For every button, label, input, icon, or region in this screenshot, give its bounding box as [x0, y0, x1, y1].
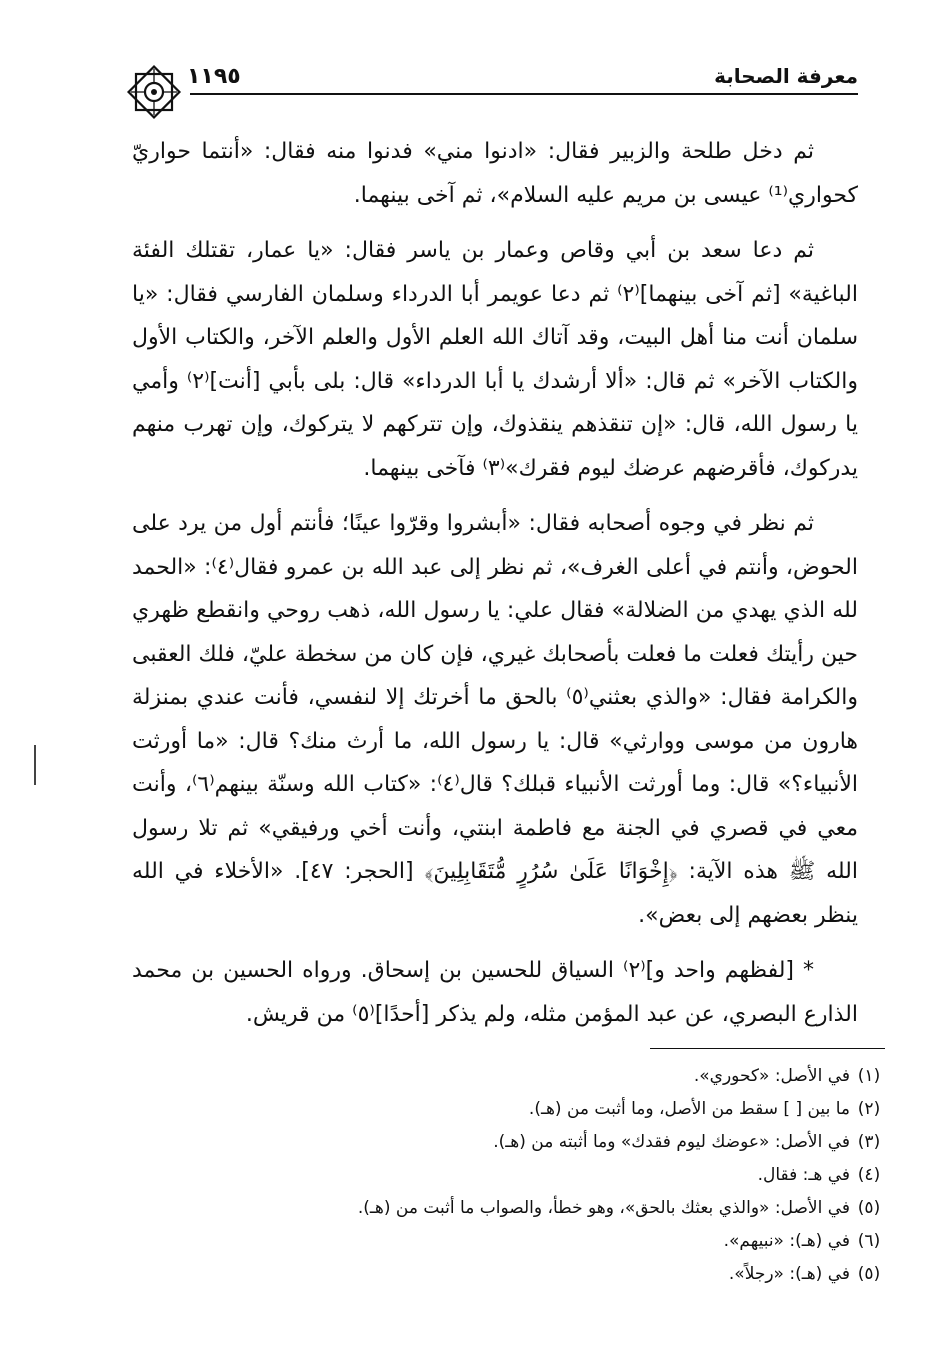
footnote-number: (١) [857, 1066, 881, 1086]
running-title: معرفة الصحابة [714, 64, 858, 88]
footnote [132, 1060, 888, 1093]
page-number: ١١٩٥ [187, 64, 241, 89]
paragraph: ثم دعا سعد بن أبي وقاص وعمار بن ياسر فقال: «يا عمار، تقتلك الفئة الباغية» [ثم آخى بينهما]⁽٢⁾ ثم دعا عويمر أبا الدرداء وسلمان الفارسي فقال: «يا سلمان أنت منا أهل البيت، وقد آتاك الله العلم الأول والعلم الآخر، والكتاب الأول والكتاب الآخر» ثم قال: «ألا أرشدك يا أبا الدرداء» قال: بلى بأبي [أنت]⁽٢⁾ وأمي يا رسول الله، قال: «إن تنقذهم ينقذوك، وإن تتركهم لا يتركوك، وإن تهرب منهم يدركوك، فأقرضهم عرضك ليوم فقرك»⁽٣⁾ فآخى بينهما. [132, 238, 858, 481]
header-rule [190, 93, 858, 95]
footnote-text: في الأصل: «كحوري». [693, 1066, 850, 1086]
footnote-number: (٦) [857, 1231, 881, 1251]
footnote [132, 1126, 888, 1159]
footnote [132, 1258, 888, 1291]
footnote [132, 1225, 888, 1258]
footnotes [132, 1060, 888, 1291]
footnote [132, 1159, 888, 1192]
footnote-number: (٣) [857, 1132, 881, 1152]
footnote-number: (٤) [857, 1165, 881, 1185]
footnote-number: (٢) [857, 1099, 881, 1119]
footnote-number: (٥) [857, 1264, 881, 1284]
paragraph: ثم دخل طلحة والزبير فقال: «ادنوا مني» فدنوا منه فقال: «أنتما حواريّ كحواري⁽¹⁾ عيسى بن مريم عليه السلام»، ثم آخى بينهما. [132, 139, 858, 208]
footnote-text: في الأصل: «عوضك ليوم فقدك» وما أثبته من (هـ). [493, 1132, 850, 1152]
main-text [132, 130, 858, 1048]
paragraph: ثم نظر في وجوه أصحابه فقال: «أبشروا وقرّوا عينًا؛ فأنتم أول من يرد على الحوض، وأنتم في أعلى الغرف»، ثم نظر إلى عبد الله بن عمرو فقال⁽٤⁾: «الحمد لله الذي يهدي من الضلالة» فقال علي: يا رسول الله، ذهب روحي وانقطع ظهري حين رأيتك فعلت ما فعلت بأصحابك غيري، فإن كان من سخطة عليّ، فلك العقبى والكرامة فقال: «والذي بعثني⁽٥⁾ بالحق ما أخرتك إلا لنفسي، فأنت عندي بمنزلة هارون من موسى ووارثي» قال: يا رسول الله، ما أرث منك؟ قال: «ما أورثت الأنبياء؟» قال: وما أورثت الأنبياء قبلك؟ قال⁽٤⁾: «كتاب الله وسنّة بينهم⁽٦⁾، وأنت معي في قصري في الجنة مع فاطمة ابنتي، وأنت أخي ورفيقي» ثم تلا رسول الله ﷺ هذه الآية: ﴿إِخْوَانًا عَلَىٰ سُرُرٍ مُّتَقَابِلِينَ﴾ [الحجر: ٤٧]. «الأخلاء في الله ينظر بعضهم إلى بعض». [132, 511, 859, 928]
footnote-text: في (هـ): «رجلاً». [728, 1264, 850, 1284]
page-header [135, 62, 858, 96]
footnote-separator [650, 1048, 885, 1049]
footnote-text: في هـ: فقال. [757, 1165, 850, 1185]
footnote-text: ما بين [ ] سقط من الأصل، وما أثبت من (هـ). [528, 1099, 850, 1119]
paragraph: * [لفظهم واحد و]⁽٢⁾ السياق للحسين بن إسحاق. ورواه الحسين بن محمد الذارع البصري، عن عبد المؤمن مثله، ولم يذكر [أحدًا]⁽٥⁾ من قريش. [132, 958, 858, 1027]
octagram-ornament-icon [122, 60, 186, 124]
footnote [132, 1093, 888, 1126]
footnote-number: (٥) [857, 1198, 881, 1218]
footnote-text: في (هـ): «نبيهم». [723, 1231, 850, 1251]
margin-mark [34, 745, 36, 785]
footnote [132, 1192, 888, 1225]
footnote-text: في الأصل: «والذي بعثك بالحق»، وهو خطأ، والصواب ما أثبت من (هـ). [357, 1198, 850, 1218]
